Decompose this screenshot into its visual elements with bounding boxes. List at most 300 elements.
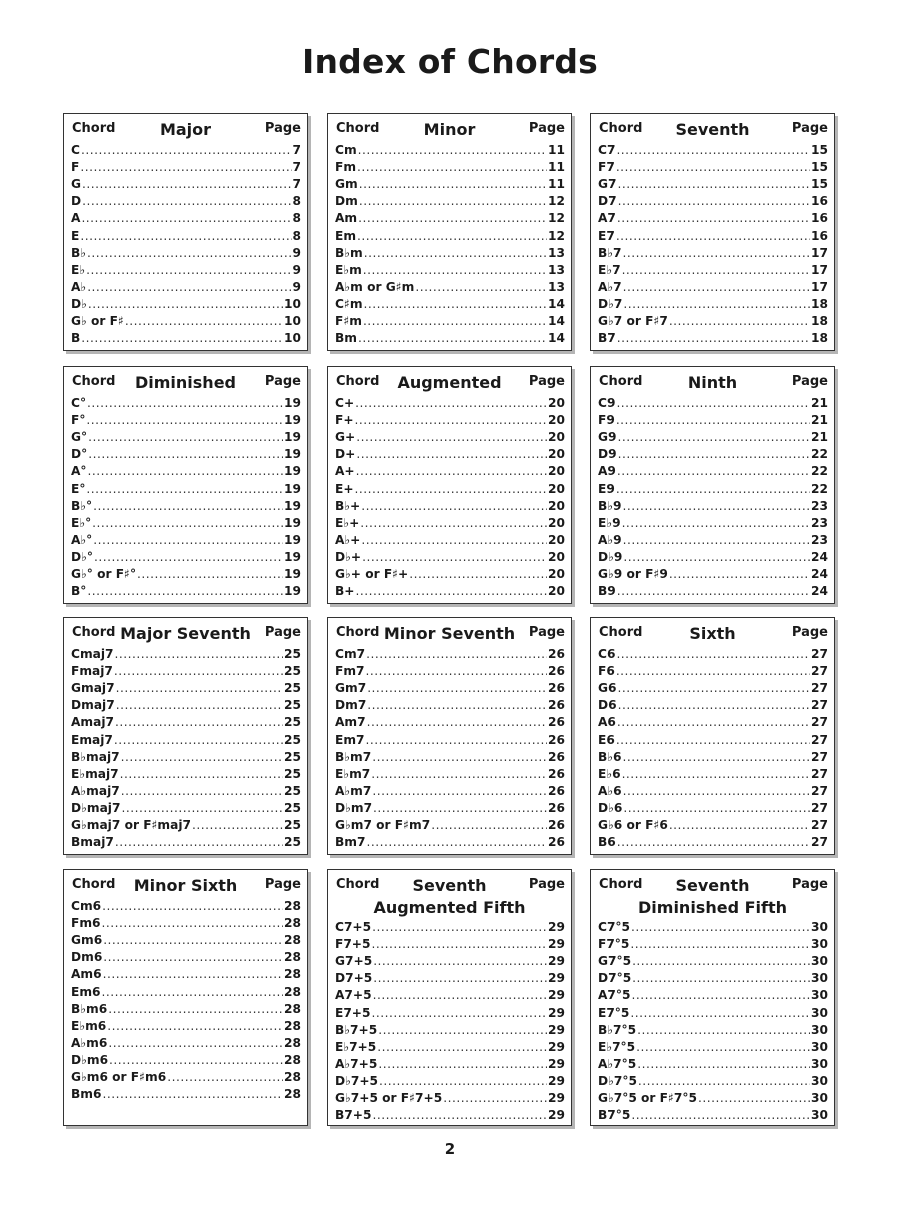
chord-name: Cm (335, 143, 357, 158)
box-title: Minor Sixth (133, 876, 238, 895)
dot-leader (356, 430, 547, 444)
chord-name: Gmaj7 (71, 681, 115, 696)
chord-page: 21 (811, 396, 828, 411)
chord-name: B♭m6 (71, 1001, 108, 1016)
chord-name: Cm6 (71, 899, 102, 914)
dot-leader (81, 211, 291, 225)
list-item (335, 547, 565, 564)
chord-page: 28 (284, 1052, 301, 1067)
list-item (598, 564, 828, 581)
chord-name: D7+5 (335, 971, 373, 986)
chord-name: G♭m7 or F♯m7 (335, 818, 431, 833)
dot-leader (114, 733, 283, 747)
page-column-label: Page (791, 625, 828, 640)
dot-leader (364, 246, 547, 260)
dot-leader (372, 937, 548, 951)
chord-page: 24 (811, 567, 828, 582)
dot-leader (358, 331, 547, 345)
chord-name: Dm6 (71, 950, 103, 965)
dot-leader (364, 297, 547, 311)
list-item (598, 140, 828, 157)
list-item (335, 832, 565, 849)
dot-leader (360, 516, 547, 530)
chord-page: 28 (284, 899, 301, 914)
list-item (335, 564, 565, 581)
dot-leader (637, 1057, 810, 1071)
dot-leader (617, 430, 810, 444)
dot-leader (80, 160, 291, 174)
chord-name: Bmaj7 (71, 835, 114, 850)
chord-page: 16 (811, 194, 828, 209)
chord-page: 28 (284, 1087, 301, 1102)
dot-leader (443, 1091, 547, 1105)
list-item (71, 530, 301, 547)
chord-page: 18 (811, 296, 828, 311)
chord-column-label: Chord (599, 374, 643, 389)
dot-leader (632, 954, 810, 968)
list-item (71, 260, 301, 277)
chord-name: G° (71, 430, 88, 445)
chord-page: 29 (548, 1039, 565, 1054)
dot-leader (623, 750, 811, 764)
dot-leader (88, 447, 283, 461)
chord-page: 11 (548, 177, 565, 192)
dot-leader (108, 1002, 283, 1016)
list-item (335, 174, 565, 191)
list-item (598, 1088, 828, 1105)
list-item (335, 1054, 565, 1071)
chord-list (598, 393, 828, 598)
chord-column-label: Chord (336, 625, 380, 640)
chord-name: A♭m or G♯m (335, 279, 415, 294)
chord-page: 17 (811, 245, 828, 260)
list-item (598, 712, 828, 729)
chord-name: C♯m (335, 296, 363, 311)
dot-leader (623, 297, 810, 311)
dot-leader (107, 1019, 283, 1033)
list-item (71, 964, 301, 981)
list-item (335, 1037, 565, 1054)
chord-name: B♭7 (598, 245, 622, 260)
chord-page: 29 (548, 1022, 565, 1037)
dot-leader (632, 971, 810, 985)
chord-page: 7 (292, 160, 301, 175)
list-item (598, 764, 828, 781)
chord-name: E7+5 (335, 1005, 371, 1020)
chord-name: Cm7 (335, 647, 366, 662)
list-item (598, 427, 828, 444)
dot-leader (356, 447, 547, 461)
chord-name: A♭m7 (335, 783, 372, 798)
chord-name: A♭7 (598, 279, 622, 294)
chord-name: E9 (598, 481, 615, 496)
dot-leader (616, 160, 810, 174)
chord-name: D♭7°5 (598, 1073, 637, 1088)
page-column-label: Page (791, 121, 828, 136)
chord-page: 19 (284, 549, 301, 564)
list-item (598, 444, 828, 461)
list-item (598, 985, 828, 1002)
chord-page: 26 (548, 732, 565, 747)
list-item (598, 832, 828, 849)
list-item (335, 393, 565, 410)
page-column-label: Page (264, 374, 301, 389)
chord-name: F♯m (335, 314, 362, 329)
list-item (71, 444, 301, 461)
box-title: Seventh (412, 876, 487, 895)
chord-name: Am (335, 211, 358, 226)
dot-leader (623, 550, 810, 564)
chord-name: B♭maj7 (71, 749, 120, 764)
list-item (335, 461, 565, 478)
chord-page: 27 (811, 818, 828, 833)
chord-name: Emaj7 (71, 732, 113, 747)
list-item (71, 513, 301, 530)
chord-name: B7+5 (335, 1108, 372, 1123)
box-title: Ninth (687, 373, 738, 392)
chord-page: 26 (548, 783, 565, 798)
chord-name: D° (71, 447, 88, 462)
chord-name: Am6 (71, 967, 102, 982)
dot-leader (669, 314, 810, 328)
chord-page: 29 (548, 1108, 565, 1123)
dot-leader (618, 447, 810, 461)
dot-leader (102, 1087, 283, 1101)
dot-leader (431, 818, 547, 832)
chord-page: 20 (548, 413, 565, 428)
chord-name: D♭m7 (335, 800, 373, 815)
chord-page: 20 (548, 515, 565, 530)
dot-leader (669, 818, 810, 832)
dot-leader (114, 664, 283, 678)
list-item (598, 798, 828, 815)
chord-column-label: Chord (72, 374, 116, 389)
chord-name: E♭6 (598, 766, 621, 781)
chord-page: 27 (811, 647, 828, 662)
list-item (335, 260, 565, 277)
dot-leader (116, 698, 283, 712)
chord-name: G♭+ or F♯+ (335, 567, 409, 582)
dot-leader (630, 937, 810, 951)
chord-page: 27 (811, 732, 828, 747)
chord-name: B♭m7 (335, 749, 372, 764)
dot-leader (358, 143, 547, 157)
dot-leader (120, 767, 283, 781)
dot-leader (373, 954, 547, 968)
dot-leader (371, 767, 547, 781)
chord-page: 17 (811, 279, 828, 294)
box-title: Minor Seventh (383, 624, 516, 643)
chord-page: 20 (548, 447, 565, 462)
list-item (71, 798, 301, 815)
chord-page: 25 (284, 664, 301, 679)
list-item (71, 311, 301, 328)
page-column-label: Page (528, 374, 565, 389)
list-item (598, 678, 828, 695)
chord-page: 28 (284, 1070, 301, 1085)
dot-leader (87, 396, 283, 410)
dot-leader (88, 464, 284, 478)
list-item (598, 461, 828, 478)
chord-name: Em6 (71, 984, 101, 999)
chord-page: 8 (292, 228, 301, 243)
chord-name: D♭9 (598, 549, 623, 564)
list-item (335, 311, 565, 328)
dot-leader (94, 550, 283, 564)
page-column-label: Page (264, 625, 301, 640)
chord-name: B♭° (71, 498, 93, 513)
chord-page: 20 (548, 532, 565, 547)
list-item (335, 644, 565, 661)
list-item (71, 478, 301, 495)
list-item (71, 547, 301, 564)
dot-leader (618, 194, 810, 208)
dot-leader (623, 801, 810, 815)
dot-leader (372, 750, 547, 764)
list-item (71, 328, 301, 345)
chord-name: E♭9 (598, 515, 621, 530)
dot-leader (623, 533, 810, 547)
dot-leader (372, 784, 547, 798)
dot-leader (115, 835, 283, 849)
dot-leader (617, 835, 810, 849)
chord-name: Am7 (335, 715, 366, 730)
chord-name: Bm7 (335, 835, 366, 850)
chord-page: 26 (548, 647, 565, 662)
chord-column-label: Chord (599, 625, 643, 640)
dot-leader (82, 194, 291, 208)
list-item (335, 764, 565, 781)
list-item (71, 140, 301, 157)
dot-leader (116, 681, 283, 695)
dot-leader (366, 664, 548, 678)
chord-name: B♭7°5 (598, 1022, 637, 1037)
list-item (598, 208, 828, 225)
list-item (335, 781, 565, 798)
chord-name: G (71, 177, 82, 192)
list-item (335, 191, 565, 208)
list-item (71, 1050, 301, 1067)
chord-name: B7°5 (598, 1108, 631, 1123)
list-item (71, 712, 301, 729)
chord-name: Dmaj7 (71, 698, 115, 713)
list-item (71, 410, 301, 427)
chord-page: 23 (811, 515, 828, 530)
chord-page: 30 (811, 1039, 828, 1054)
chord-page: 9 (292, 262, 301, 277)
dot-leader (617, 715, 810, 729)
dot-leader (92, 516, 283, 530)
chord-name: E6 (598, 732, 615, 747)
dot-leader (102, 985, 284, 999)
chord-page: 19 (284, 532, 301, 547)
list-item (71, 661, 301, 678)
chord-page: 11 (548, 160, 565, 175)
dot-leader (366, 647, 547, 661)
list-item (335, 934, 565, 951)
chord-name: Amaj7 (71, 715, 115, 730)
dot-leader (358, 211, 547, 225)
box-title: Augmented (397, 373, 502, 392)
box-title: Major (159, 120, 212, 139)
dot-leader (617, 331, 810, 345)
box-title: Major Seventh (120, 624, 251, 643)
chord-name: A♭+ (335, 532, 361, 547)
page-title: Index of Chords (302, 42, 598, 81)
chord-name: G+ (335, 430, 356, 445)
dot-leader (377, 1040, 547, 1054)
list-item (71, 930, 301, 947)
chord-page: 26 (548, 800, 565, 815)
chord-name: C7°5 (598, 920, 630, 935)
list-item (71, 1016, 301, 1033)
list-item (71, 947, 301, 964)
chord-page: 28 (284, 916, 301, 931)
chord-name: E♭ (71, 262, 86, 277)
chord-name: G♭9 or F♯9 (598, 567, 668, 582)
dot-leader (638, 1074, 810, 1088)
list-item (598, 968, 828, 985)
list-item (71, 564, 301, 581)
chord-page: 19 (284, 567, 301, 582)
chord-page: 29 (548, 988, 565, 1003)
chord-name: F7+5 (335, 937, 371, 952)
chord-name: D♭6 (598, 800, 623, 815)
chord-list (335, 644, 565, 849)
chord-name: C6 (598, 647, 616, 662)
page-column-label: Page (264, 877, 301, 892)
chord-name: G6 (598, 681, 617, 696)
list-item (598, 661, 828, 678)
list-item (598, 191, 828, 208)
list-item (335, 815, 565, 832)
chord-name: G7°5 (598, 954, 632, 969)
chord-page: 27 (811, 783, 828, 798)
chord-list (71, 644, 301, 849)
list-item (71, 277, 301, 294)
dot-leader (630, 1006, 810, 1020)
chord-name: E+ (335, 481, 354, 496)
chord-name: E♭m6 (71, 1018, 107, 1033)
chord-list (598, 140, 828, 345)
chord-page: 28 (284, 950, 301, 965)
chord-column-label: Chord (72, 121, 116, 136)
dot-leader (616, 413, 810, 427)
chord-name: D♭7 (598, 296, 623, 311)
list-item (335, 729, 565, 746)
list-item (598, 1002, 828, 1019)
list-item (71, 678, 301, 695)
page-column-label: Page (528, 625, 565, 640)
dot-leader (82, 177, 292, 191)
chord-box-minor (327, 113, 572, 351)
chord-name: B6 (598, 835, 616, 850)
list-item (71, 644, 301, 661)
list-item (598, 644, 828, 661)
dot-leader (373, 801, 547, 815)
chord-page: 12 (548, 211, 565, 226)
list-item (335, 985, 565, 1002)
chord-page: 13 (548, 245, 565, 260)
chord-name: F9 (598, 413, 615, 428)
chord-page: 23 (811, 532, 828, 547)
chord-name: D7°5 (598, 971, 632, 986)
chord-box-seventh-diminished-fifth (590, 869, 835, 1126)
chord-page: 27 (811, 835, 828, 850)
list-item (335, 294, 565, 311)
chord-list (335, 393, 565, 598)
dot-leader (372, 920, 547, 934)
list-item (598, 547, 828, 564)
chord-name: B♭m (335, 245, 363, 260)
list-item (71, 1084, 301, 1101)
chord-page: 8 (292, 211, 301, 226)
dot-leader (115, 647, 284, 661)
chord-page: 22 (811, 447, 828, 462)
list-item (335, 798, 565, 815)
chord-page: 30 (811, 1056, 828, 1071)
chord-name: E° (71, 481, 86, 496)
chord-page: 19 (284, 413, 301, 428)
list-item (598, 243, 828, 260)
chord-name: B (71, 331, 81, 346)
chord-name: A♭° (71, 532, 93, 547)
chord-page: 27 (811, 664, 828, 679)
list-item (71, 999, 301, 1016)
list-item (71, 747, 301, 764)
dot-leader (87, 280, 291, 294)
list-item (598, 311, 828, 328)
chord-name: G♭m6 or F♯m6 (71, 1070, 167, 1085)
chord-page: 7 (292, 177, 301, 192)
chord-name: G♭7+5 or F♯7+5 (335, 1091, 443, 1106)
dot-leader (357, 229, 547, 243)
chord-page: 8 (292, 194, 301, 209)
dot-leader (86, 482, 283, 496)
list-item (335, 1071, 565, 1088)
chord-page: 29 (548, 1091, 565, 1106)
chord-page: 28 (284, 1035, 301, 1050)
dot-leader (108, 1036, 283, 1050)
dot-leader (623, 499, 811, 513)
chord-page: 9 (292, 245, 301, 260)
chord-page: 29 (548, 937, 565, 952)
page-number: 2 (444, 1140, 456, 1158)
chord-column-label: Chord (336, 121, 380, 136)
list-item (335, 917, 565, 934)
list-item (71, 427, 301, 444)
dot-leader (617, 177, 810, 191)
dot-leader (93, 499, 283, 513)
chord-page: 20 (548, 396, 565, 411)
chord-name: Em7 (335, 732, 365, 747)
chord-page: 29 (548, 1056, 565, 1071)
chord-page: 26 (548, 681, 565, 696)
dot-leader (192, 818, 283, 832)
chord-name: A7+5 (335, 988, 372, 1003)
chord-box-sixth (590, 617, 835, 855)
chord-page: 30 (811, 988, 828, 1003)
list-item (335, 712, 565, 729)
chord-box-major (63, 113, 308, 351)
dot-leader (622, 516, 810, 530)
chord-page: 16 (811, 211, 828, 226)
chord-name: G♭7°5 or F♯7°5 (598, 1091, 697, 1106)
chord-page: 30 (811, 1091, 828, 1106)
page-column-label: Page (528, 121, 565, 136)
chord-page: 30 (811, 954, 828, 969)
dot-leader (362, 550, 547, 564)
